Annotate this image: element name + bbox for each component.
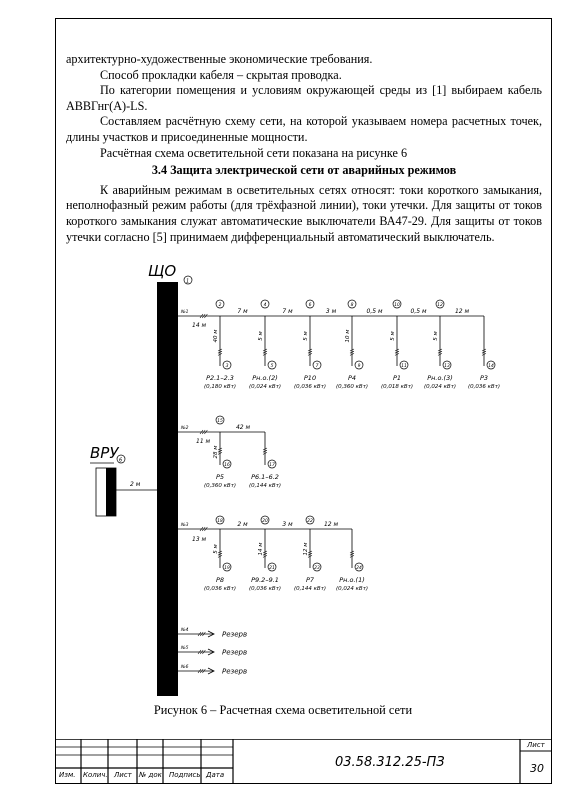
l2-drop-0-power: (0,360 кВт) — [203, 483, 237, 489]
l1-drop-0-len: 40 м — [213, 329, 219, 343]
l3-drop-1-point-num: 21 — [269, 565, 275, 571]
l1-drop-0-name: Р2.1–2.3 — [206, 374, 234, 382]
l1-drop-3-point-num: 9 — [357, 363, 361, 369]
l1-node-5-num: 12 — [437, 302, 443, 308]
l3-first-len: 13 м — [192, 536, 207, 543]
sheet-number: 30 — [530, 762, 544, 775]
l1-drop-4-len: 5 м — [390, 331, 396, 341]
l3-drop-1-name: Р9.2–9.1 — [251, 576, 279, 584]
l1-seg-4: 0,5 м — [410, 308, 427, 315]
l3-drop-2-name: Р7 — [305, 576, 315, 584]
l3-drop-2-point-num: 23 — [314, 565, 320, 571]
l1-seg-2: 3 м — [325, 308, 337, 315]
l1-first-len: 14 м — [192, 322, 207, 329]
l1-drop-4-point-num: 11 — [401, 363, 407, 369]
paragraph-4: Составляем расчётную схему сети, на которой указываем номера расчетных точек, длины участков и присоединенные мощности. — [66, 114, 542, 144]
l3-drop-0-len: 5 м — [213, 544, 219, 554]
document-body — [66, 52, 542, 245]
l3-drop-0-power: (0,036 кВт) — [203, 586, 237, 592]
network-diagram — [0, 260, 566, 700]
col-podpis: Подпись — [169, 771, 201, 779]
l1-drop-3-power: (0,360 кВт) — [335, 384, 369, 390]
l1-drop-5-power: (0,024 кВт) — [423, 384, 457, 390]
col-ndok: № док — [139, 771, 162, 779]
paragraph-5: Расчётная схема осветительной сети показана на рисунке 6 — [100, 145, 408, 160]
network-lines — [178, 300, 500, 676]
paragraph-2: Способ прокладки кабеля – скрытая проводка. — [100, 67, 342, 82]
l1-drop-3-len: 10 м — [345, 329, 351, 343]
document-code: 03.58.312.25-ПЗ — [335, 755, 445, 770]
l1-drop-5-len: 5 м — [433, 331, 439, 341]
col-list: Лист — [114, 771, 132, 779]
l3-seg-0: 2 м — [237, 521, 248, 528]
l1-drop-2-name: Р10 — [303, 374, 317, 382]
vru-box-fill — [106, 468, 116, 516]
sheet-label: Лист — [527, 741, 545, 749]
l3-drop-1-power: (0,036 кВт) — [248, 586, 282, 592]
l1-drop-1-power: (0,024 кВт) — [248, 384, 282, 390]
col-kolich: Колич. — [83, 771, 108, 779]
l1-drop-6-point-num: 14 — [488, 363, 494, 369]
l1-seg-1: 7 м — [282, 308, 293, 315]
l2-drop-0-len: 28 м — [213, 445, 219, 459]
figure-caption: Рисунок 6 – Расчетная схема осветительной сети — [153, 703, 413, 717]
col-izm: Изм. — [59, 771, 76, 779]
l2-drop-0-point-num: 16 — [224, 462, 230, 468]
l1-node-4-num: 10 — [394, 302, 400, 308]
l1-drop-2-point-num: 7 — [315, 363, 319, 369]
section-heading: 3.4 Защита электрической сети от аварийных режимов — [151, 163, 457, 178]
l1-drop-5-point-num: 13 — [444, 363, 450, 369]
l3-drop-2-power: (0,144 кВт) — [293, 586, 327, 592]
reserve-0-id: №4 — [181, 628, 189, 633]
l1-drop-5-name: Рн.о.(3) — [427, 374, 453, 382]
l1-drop-1-len: 5 м — [258, 331, 264, 341]
l1-node-3-num: 8 — [350, 302, 354, 308]
vru-label: ВРУ — [90, 444, 119, 462]
reserve-2-label: Резерв — [222, 667, 248, 676]
panel-num: 1 — [186, 278, 190, 285]
l3-node-2-num: 22 — [307, 518, 313, 524]
feed-len: 2 м — [130, 481, 141, 488]
paragraph-1: архитектурно-художественные экономические требования. — [66, 52, 373, 66]
l3-node-1-num: 20 — [262, 518, 268, 524]
reserve-1-id: №5 — [181, 646, 189, 651]
l2-node-0-num: 15 — [217, 418, 223, 424]
panel-bus — [157, 282, 178, 696]
l3-drop-0-name: Р8 — [215, 576, 225, 584]
reserve-1-label: Резерв — [222, 648, 248, 657]
l1-seg-0: 7 м — [237, 308, 248, 315]
reserve-2-id: №6 — [181, 665, 189, 670]
l1-drop-0-power: (0,180 кВт) — [203, 384, 237, 390]
l1-drop-6-power: (0,036 кВт) — [467, 384, 501, 390]
l3-drop-2-len: 12 м — [303, 542, 309, 556]
l2-first-len: 11 м — [196, 438, 211, 445]
paragraph-6: К аварийным режимам в осветительных сетях относят: токи короткого замыкания, неполнофазный режим работы (для трёхфазной линии), токи утечки. Для защиты от токов короткого замыкания служат автоматические выключатели ВА47-29. Для защиты от токов утечки согласно [5] принимаем дифференциальный автоматический выключатель. — [66, 182, 542, 244]
l2-drop-1-point-num: 17 — [269, 462, 275, 468]
l3-drop-3-name: Рн.о.(1) — [339, 576, 365, 584]
reserve-0-label: Резерв — [222, 630, 248, 639]
l2-seg-0: 42 м — [235, 424, 251, 431]
l1-seg-5: 12 м — [454, 308, 470, 315]
l1-drop-2-len: 5 м — [303, 331, 309, 341]
l3-node-0-num: 18 — [217, 518, 223, 524]
l2-drop-1-power: (0,144 кВт) — [248, 483, 282, 489]
l3-drop-0-point-num: 19 — [224, 565, 230, 571]
l3-drop-3-point-num: 24 — [356, 565, 362, 571]
title-block — [55, 739, 552, 784]
l3-seg-2: 12 м — [323, 521, 339, 528]
l1-drop-4-name: Р1 — [392, 374, 402, 382]
vru-num: 6 — [119, 457, 123, 464]
l1-drop-1-name: Рн.о.(2) — [252, 374, 278, 382]
l1-drop-0-point-num: 3 — [225, 363, 229, 369]
l3-drop-3-power: (0,024 кВт) — [335, 586, 369, 592]
l1-seg-3: 0,5 м — [366, 308, 383, 315]
l1-node-1-num: 4 — [263, 302, 267, 308]
l1-id: №1 — [181, 310, 189, 315]
paragraph-3: По категории помещения и условиям окружающей среды из [1] выбираем кабель АВВГнг(А)-LS. — [66, 83, 542, 113]
panel-label: ЩО — [148, 262, 177, 280]
l1-drop-6-name: Р3 — [479, 374, 489, 382]
l3-seg-1: 3 м — [282, 521, 293, 528]
l3-drop-1-len: 14 м — [258, 542, 264, 556]
l1-drop-3-name: Р4 — [347, 374, 357, 382]
l1-node-0-num: 2 — [218, 302, 222, 308]
l1-drop-1-point-num: 5 — [270, 363, 274, 369]
l1-node-2-num: 6 — [308, 302, 312, 308]
l2-id: №2 — [181, 426, 189, 431]
l1-drop-2-power: (0,036 кВт) — [293, 384, 327, 390]
l1-drop-4-power: (0,018 кВт) — [380, 384, 414, 390]
l2-drop-1-name: Р6.1–6.2 — [251, 473, 279, 481]
col-data: Дата — [206, 771, 225, 779]
l3-id: №3 — [181, 523, 189, 528]
l2-drop-0-name: Р5 — [215, 473, 225, 481]
